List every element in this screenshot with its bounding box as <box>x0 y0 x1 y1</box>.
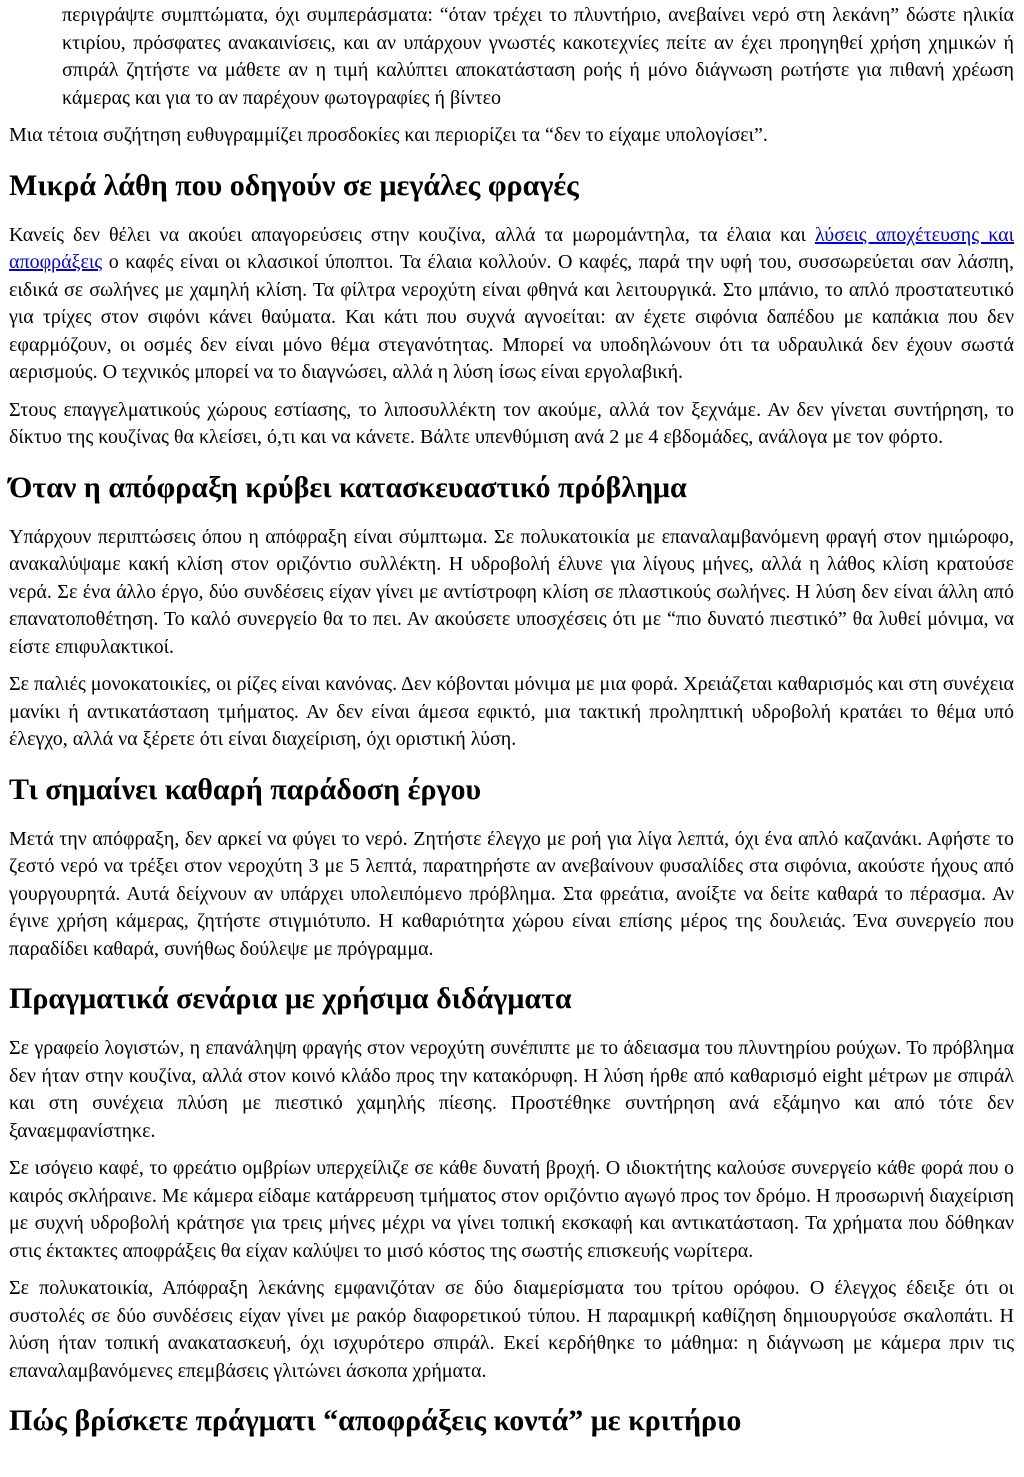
paragraph-ground-floor-cafe: Σε ισόγειο καφέ, το φρεάτιο ομβρίων υπερχείλιζε σε κάθε δυνατή βροχή. Ο ιδιοκτήτης καλούσε συνεργείο κάθε φορά που ο καιρός σκλήραινε. Με κάμερα είδαμε κατάρρευση τμήματος στον οριζόντιο αγωγό προς τον δρόμο. Η προσωρινή διαχείριση με συχνή υδροβολή κράτησε για τρεις μήνες μέχρι να γίνει τοπική εκσκαφή και αντικατάσταση. Τα χρήματα που δόθηκαν στις έκτακτες αποφράξεις θα είχαν καλύψει το μισό κόστος της σωστής επισκευής νωρίτερα. <box>9 1157 1014 1262</box>
section-heading-small-mistakes: Μικρά λάθη που οδηγούν σε μεγάλες φραγές <box>9 168 579 202</box>
paragraph-roots: Σε παλιές μονοκατοικίες, οι ρίζες είναι κανόνας. Δεν κόβονται μόνιμα με μια φορά. Χρειάζεται καθαρισμός και στη συνέχεια μανίκι ή αντικατάσταση τμήματος. Αν δεν είναι άμεσα εφικτό, μια τακτική προληπτική υδροβολή κρατάει το θέμα υπό έλεγχο, αλλά να ξέρετε ότι είναι διαχείριση, όχι οριστική λύση. <box>9 673 1014 750</box>
paragraph-accountants-office: Σε γραφείο λογιστών, η επανάληψη φραγής στον νεροχύτη συνέπιπτε με το άδειασμα του πλυντηρίου ρούχων. Το πρόβλημα δεν ήταν στην κουζίνα, αλλά στον κοινό κλάδο προς την κατακόρυφη. Η λύση ήρθε από καθαρισμό eight μέτρων με σπιράλ και στη συνέχεια πλύση με πιεστικό χαμηλής πίεσης. Προστέθηκε συντήρηση ανά εξάμηνο και από τότε δεν ξαναεμφανίστηκε. <box>9 1037 1014 1142</box>
section-heading-find-nearby: Πώς βρίσκετε πράγματι “αποφράξεις κοντά” με κριτήριο <box>9 1404 742 1437</box>
paragraph-apartment-building: Σε πολυκατοικία, Απόφραξη λεκάνης εμφανιζόταν σε δύο διαμερίσματα του τρίτου ορόφου. Ο έλεγχος έδειξε ότι οι συστολές σε δύο συνδέσεις είχαν γίνει με ρακόρ διαφορετικού τύπου. Η παραμικρή καθίζηση δημιουργούσε σκαλοπάτι. Η λύση ήταν τοπική ανακατασκευή, όχι ισχυρότερο σπιράλ. Εκεί κερδήθηκε το μάθημα: η διάγνωση με κάμερα πριν τις επαναλαμβανόμενες επεμβάσεις γλιτώνει άσκοπα χρήματα. <box>9 1277 1014 1382</box>
section-heading-construction-problem: Όταν η απόφραξη κρύβει κατασκευαστικό πρόβλημα <box>9 470 687 504</box>
paragraph-after-unblocking: Μετά την απόφραξη, δεν αρκεί να φύγει το νερό. Ζητήστε έλεγχο με ροή για λίγα λεπτά, όχι ένα απλό καζανάκι. Αφήστε το ζεστό νερό να τρέξει στον νεροχύτη 3 με 5 λεπτά, παρατηρήστε αν ανεβαίνουν φυσαλίδες στα σιφόνια, ακούστε ήχους από γουργουρητά. Αυτά δείχνουν αν υπάρχει υπολειπόμενο πρόβλημα. Στα φρεάτια, ανοίξτε να δείτε καθαρά το πέρασμα. Αν έγινε χρήση κάμερας, ζητήστε στιγμιότυπο. Η καθαριότητα χώρου είναι επίσης μέρος της δουλειάς. Ένα συνεργείο που παραδίδει καθαρά, συνήθως δούλεψε με πρόγραμμα. <box>9 827 1014 960</box>
section-heading-clean-delivery: Τι σημαίνει καθαρή παράδοση έργου <box>9 772 482 806</box>
paragraph-blockage-symptom: Υπάρχουν περιπτώσεις όπου η απόφραξη είναι σύμπτωμα. Σε πολυκατοικία με επαναλαμβανόμενη φραγή στον ημιώροφο, ανακαλύψαμε κακή κλίση στον οριζόντιο συλλέκτη. Η υδροβολή έλυνε για λίγους μήνες, αλλά η λάθος κλίση κρατούσε νερά. Σε ένα άλλο έργο, δύο συνδέσεις είχαν γίνει με αντίστροφη κλίση σε πλαστικούς σωλήνες. Η λύση δεν είναι άλλη από επανατοποθέτηση. Το καλό συνεργείο θα το πει. Αν ακούσετε υποσχέσεις ότι με “πιο δυνατό πιεστικό” θα λυθεί μόνιμα, να είστε επιφυλακτικοί. <box>9 525 1014 658</box>
paragraph-grease-trap: Στους επαγγελματικούς χώρους εστίασης, το λιποσυλλέκτη τον ακούμε, αλλά τον ξεχνάμε. Αν δεν γίνεται συντήρηση, το δίκτυο της κουζίνας θα κλείσει, ό,τι και να κάνετε. Βάλτε υπενθύμιση ανά 2 με 4 εβδομάδες, ανάλογα με τον φόρτο. <box>9 398 1014 448</box>
paragraph-text-after-link: ο καφές είναι οι κλασικοί ύποπτοι. Τα έλαια κολλούν. Ο καφές, παρά την υφή του, συσσωρεύεται σαν λάσπη, ειδικά σε σωλήνες με χαμηλή κλίση. Τα φίλτρα νεροχύτη είναι φθηνά και λειτουργικά. Στο μπάνιο, το απλό προστατευτικό για τρίχες στον σιφόνι κάνει θαύματα. Και κάτι που συχνά αγνοείται: αν έχετε σιφόνια δαπέδου με καπάκια που δεν εφαρμόζουν, οι οσμές δεν είναι μόνο θέμα στεγανότητας. Μπορεί να υποδηλώνουν ότι τα υδραυλικά δεν έχουν σωστά αερισμούς. Ο τεχνικός μπορεί να το διαγνώσει, αλλά η λύση ίσως είναι εργολαβική. <box>9 251 1014 383</box>
paragraph-kitchen-culprits <box>9 222 1014 387</box>
paragraph-expectations: Μια τέτοια συζήτηση ευθυγραμμίζει προσδοκίες και περιορίζει τα “δεν το είχαμε υπολογίσει”. <box>9 124 768 146</box>
article-content <box>9 2 1014 1439</box>
list-item-continuation: περιγράψτε συμπτώματα, όχι συμπεράσματα: “όταν τρέχει το πλυντήριο, ανεβαίνει νερό στη λεκάνη” δώστε ηλικία κτιρίου, πρόσφατες ανακαινίσεις, και αν υπάρχουν γνωστές κακοτεχνίες πείτε αν έχει προηγηθεί χρήση χημικών ή σπιράλ ζητήστε να μάθετε αν η τιμή καλύπτει αποκατάσταση ροής ή μόνο διάγνωση ρωτήστε για πιθανή χρέωση κάμερας και για το αν παρέχουν φωτογραφίες ή βίντεο <box>62 4 1014 109</box>
section-heading-real-scenarios: Πραγματικά σενάρια με χρήσιμα διδάγματα <box>9 982 572 1015</box>
drain-solutions-link[interactable]: λύσεις αποχέτευσης και αποφράξεις <box>9 223 1014 273</box>
paragraph-text-before-link: Κανείς δεν θέλει να ακούει απαγορεύσεις στην κουζίνα, αλλά τα μωρομάντηλα, τα έλαια και <box>9 223 815 246</box>
